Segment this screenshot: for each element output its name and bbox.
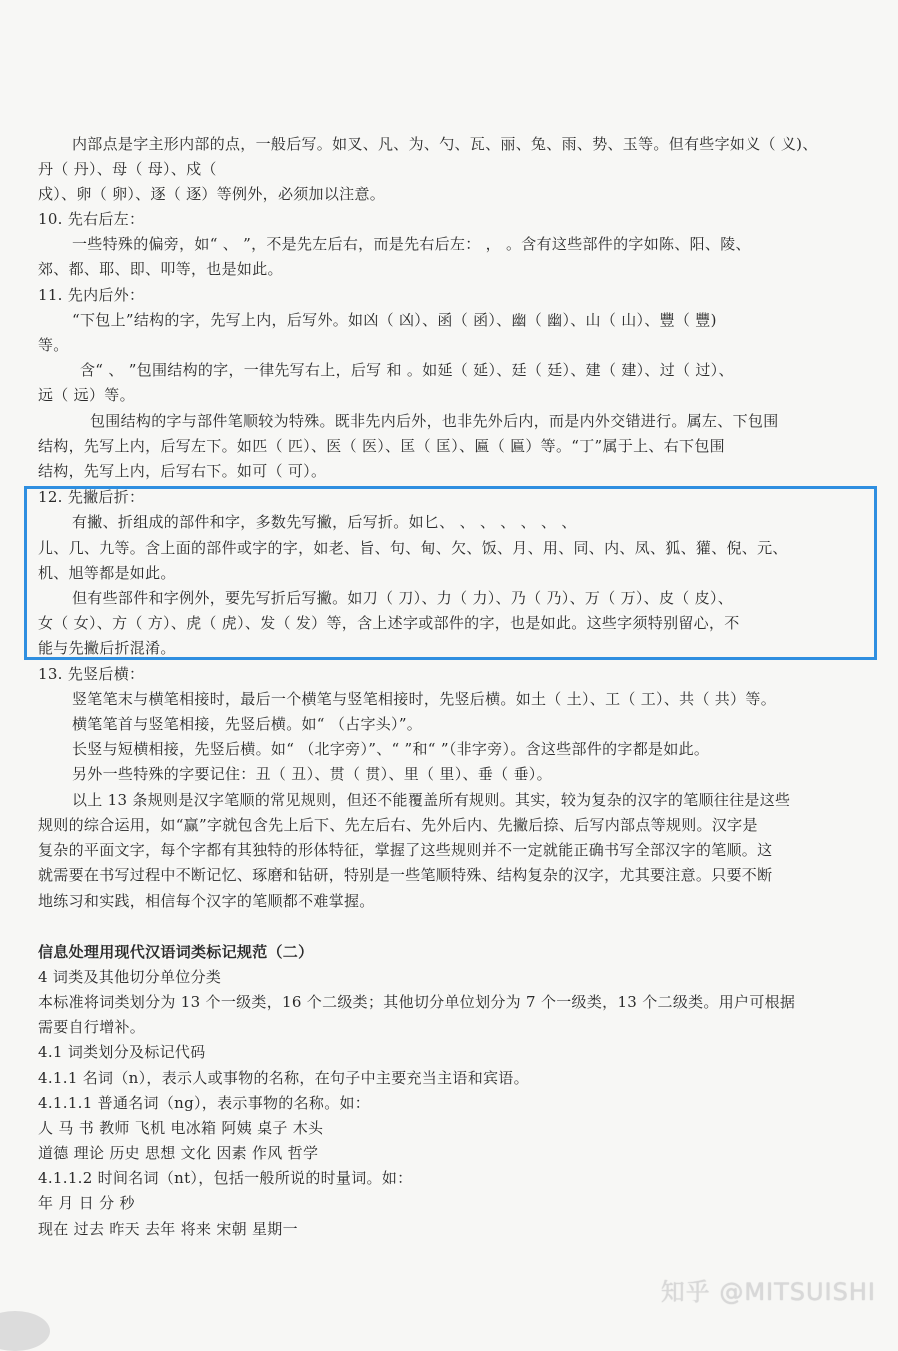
text-line: 能与先撇后折混淆。 bbox=[38, 639, 176, 657]
text-line: 以上 13 条规则是汉字笔顺的常见规则，但还不能覆盖所有规则。其实，较为复杂的汉字的笔顺往往是这些 bbox=[72, 791, 791, 809]
watermark: 知乎 @MITSUISHI bbox=[660, 1278, 876, 1306]
text-line: 丹（ 丹）、母（ 母）、戍（ bbox=[38, 160, 217, 178]
text-line: 复杂的平面文字，每个字都有其独特的形体特征，掌握了这些规则并不一定就能正确书写全部汉字的笔顺。这 bbox=[38, 841, 773, 859]
text-line: 4.1.1 名词（n），表示人或事物的名称，在句子中主要充当主语和宾语。 bbox=[38, 1069, 529, 1087]
text-line: 一些特殊的偏旁，如“ 、 ”，不是先左后右，而是先右后左： ， 。含有这些部件的字如陈、阳、陵、 bbox=[72, 235, 751, 253]
text-line: 结构，先写上内，后写左下。如匹（ 匹）、医（ 医）、匡（ 匡）、匾（ 匾）等。“丁”属于上、右下包围 bbox=[38, 437, 725, 455]
text-line: 4 词类及其他切分单位分类 bbox=[38, 968, 222, 986]
text-line: 就需要在书写过程中不断记忆、琢磨和钻研，特别是一些笔顺特殊、结构复杂的汉字，尤其要注意。只要不断 bbox=[38, 866, 773, 884]
text-line: 竖笔笔末与横笔相接时，最后一个横笔与竖笔相接时，先竖后横。如土（ 土）、工（ 工）、共（ 共）等。 bbox=[72, 690, 777, 708]
text-line: 需要自行增补。 bbox=[38, 1018, 146, 1036]
text-line: 横笔笔首与竖笔相接，先竖后横。如“ （占字头）”。 bbox=[72, 715, 423, 733]
text-line: 4.1.1.2 时间名词（nt），包括一般所说的时量词。如： bbox=[38, 1169, 413, 1187]
text-line: 女（ 女）、方（ 方）、虎（ 虎）、发（ 发）等，含上述字或部件的字，也是如此。这些字须特别留心，不 bbox=[38, 614, 740, 632]
text-line: 结构，先写上内，后写右下。如可（ 可）。 bbox=[38, 462, 327, 480]
text-line: 年 月 日 分 秒 bbox=[38, 1194, 135, 1212]
text-line: 地练习和实践，相信每个汉字的笔顺都不难掌握。 bbox=[38, 892, 375, 910]
text-line: 13. 先竖后横： bbox=[38, 665, 145, 683]
text-line: 长竖与短横相接，先竖后横。如“ （北字旁）”、“ ”和“ ”（非字旁）。含这些部件的字都是如此。 bbox=[72, 740, 710, 758]
text-line: 含“ 、 ”包围结构的字，一律先写右上，后写 和 。如延（ 延）、廷（ 廷）、建（ 建）、过（ 过）、 bbox=[80, 361, 734, 379]
text-line: 另外一些特殊的字要记住：丑（ 丑）、贯（ 贯）、里（ 里）、垂（ 垂）。 bbox=[72, 765, 552, 783]
text-line: 有撇、折组成的部件和字，多数先写撇，后写折。如匕、 、 、 、 、 、 、 bbox=[72, 513, 577, 531]
text-line: 信息处理用现代汉语词类标记规范（二） bbox=[38, 943, 314, 961]
text-line: 现在 过去 昨天 去年 将来 宋朝 星期一 bbox=[38, 1220, 298, 1238]
text-line: 远（ 远）等。 bbox=[38, 386, 135, 404]
text-line: 本标准将词类划分为 13 个一级类，16 个二级类；其他切分单位划分为 7 个一级类，13 个二级类。用户可根据 bbox=[38, 993, 796, 1011]
text-line: 儿、几、九等。含上面的部件或字的字，如老、旨、句、甸、欠、饭、月、用、同、内、凤、狐、獾、倪、元、 bbox=[38, 539, 788, 557]
text-line: 郊、都、耶、即、叩等，也是如此。 bbox=[38, 260, 283, 278]
text-line: 道德 理论 历史 思想 文化 因素 作风 哲学 bbox=[38, 1144, 319, 1162]
text-line: 等。 bbox=[38, 336, 69, 354]
text-line: 戍）、卵（ 卵）、逐（ 逐）等例外，必须加以注意。 bbox=[38, 185, 386, 203]
text-line: “下包上”结构的字，先写上内，后写外。如凶（ 凶）、函（ 函）、幽（ 幽）、山（ 山）、豐（ 豐) bbox=[72, 311, 717, 329]
text-line: 但有些部件和字例外，要先写折后写撇。如刀（ 刀）、力（ 力）、乃（ 乃）、万（ 万）、皮（ 皮）、 bbox=[72, 589, 734, 607]
highlight-box bbox=[24, 486, 877, 660]
text-line: 人 马 书 教师 飞机 电冰箱 阿姨 桌子 木头 bbox=[38, 1119, 324, 1137]
text-line: 4.1 词类划分及标记代码 bbox=[38, 1043, 206, 1061]
text-line: 规则的综合运用，如“赢”字就包含先上后下、先左后右、先外后内、先撇后捺、后写内部点等规则。汉字是 bbox=[38, 816, 758, 834]
text-line: 11. 先内后外： bbox=[38, 286, 145, 304]
text-line: 内部点是字主形内部的点，一般后写。如叉、凡、为、勺、瓦、丽、兔、雨、势、玉等。但有些字如义（ 义)、 bbox=[72, 135, 818, 153]
text-line: 包围结构的字与部件笔顺较为特殊。既非先内后外，也非先外后内，而是内外交错进行。属左、下包围 bbox=[90, 412, 779, 430]
text-line: 12. 先撇后折： bbox=[38, 488, 145, 506]
text-line: 机、旭等都是如此。 bbox=[38, 564, 176, 582]
corner-shape bbox=[0, 1311, 50, 1351]
text-line: 4.1.1.1 普通名词（ng），表示事物的名称。如： bbox=[38, 1094, 371, 1112]
text-line: 10. 先右后左： bbox=[38, 210, 145, 228]
